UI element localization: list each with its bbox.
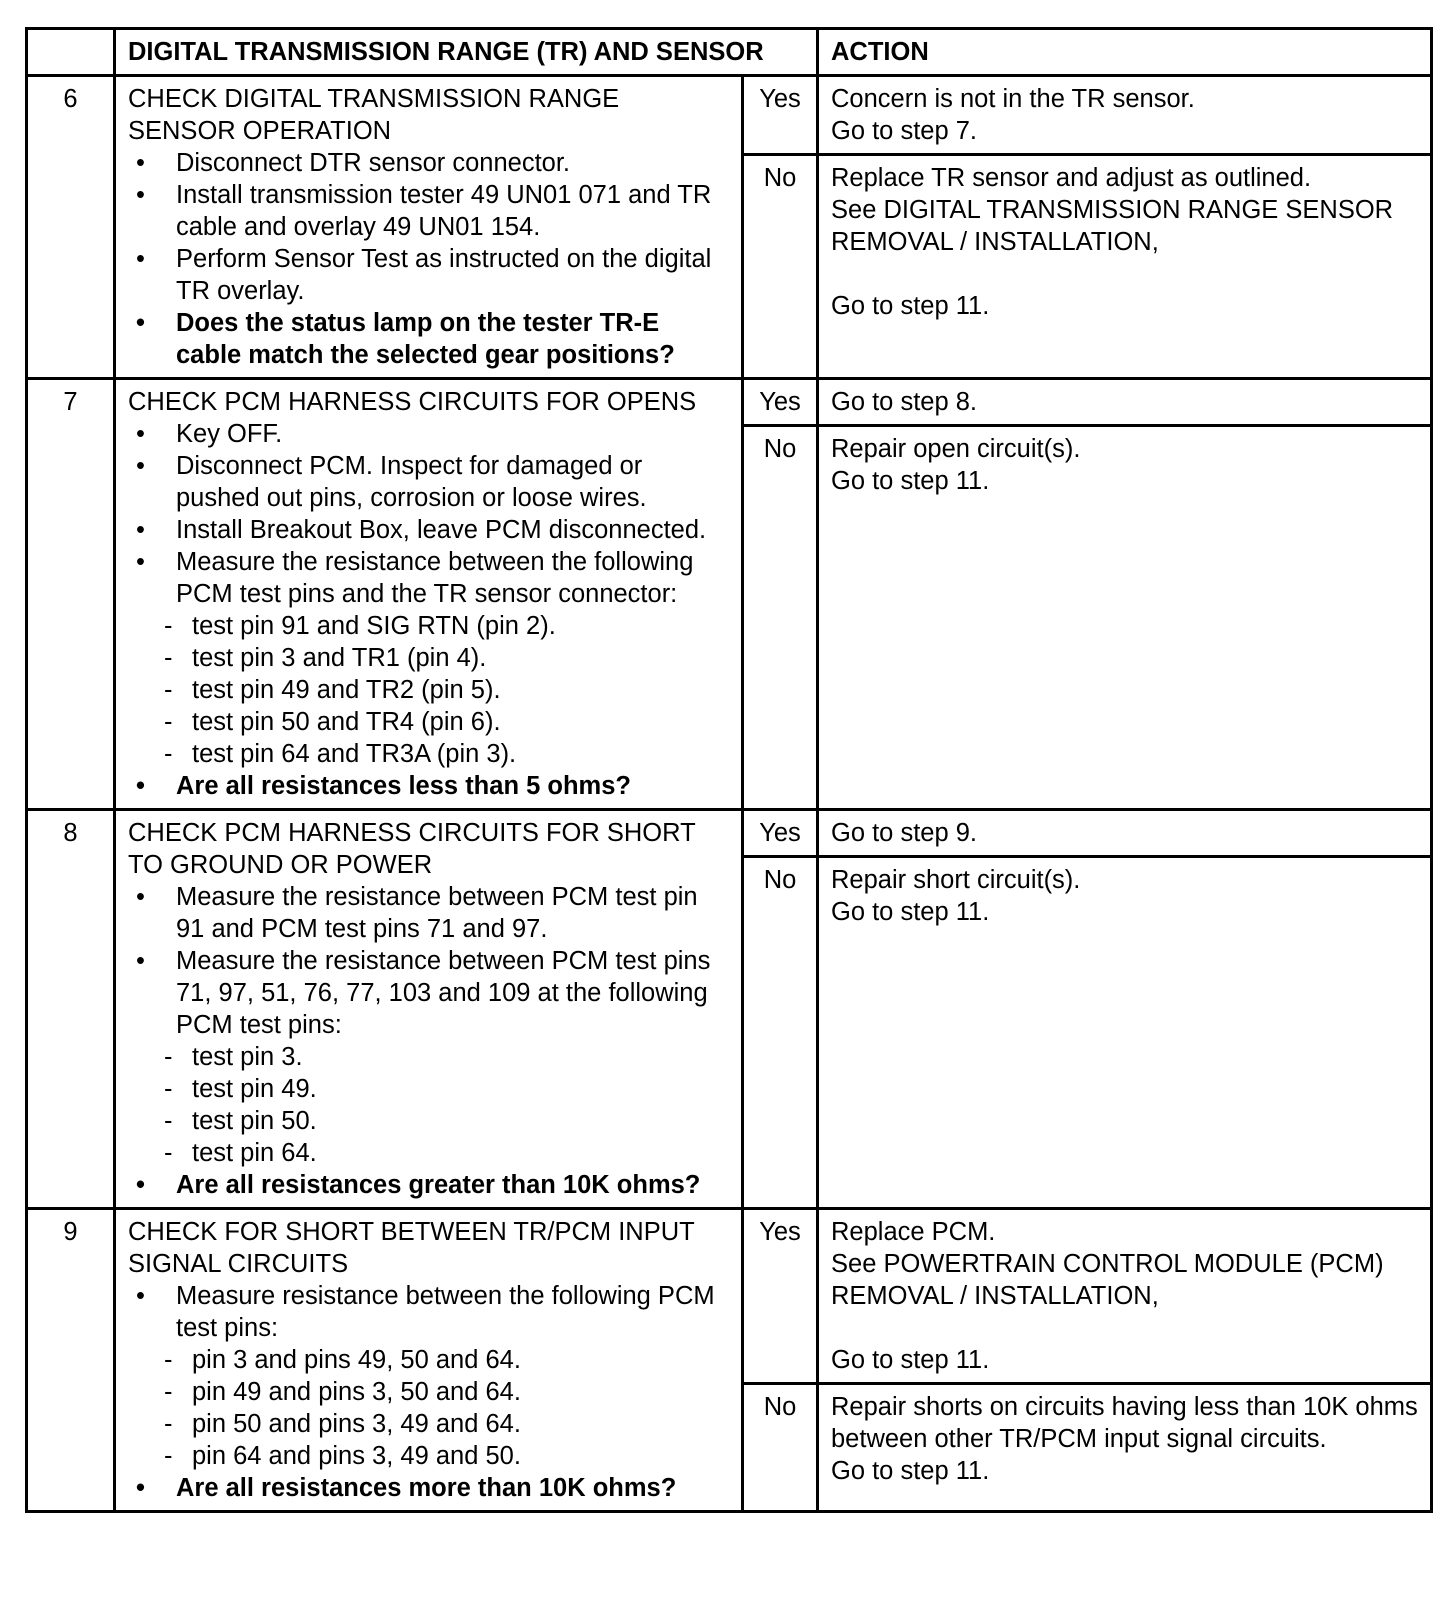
bullet-item: • Measure the resistance between PCM test pin 91 and PCM test pins 71 and 97. (128, 881, 731, 945)
sub-item: - test pin 49 and TR2 (pin 5). (160, 674, 731, 706)
step-title: CHECK FOR SHORT BETWEEN TR/PCM INPUT SIGNAL CIRCUITS (128, 1218, 695, 1278)
step-question: • Does the status lamp on the tester TR-E cable match the selected gear positions? (128, 307, 731, 371)
action-line: Repair shorts on circuits having less than 10K ohms between other TR/PCM input signal circuits. (831, 1393, 1418, 1453)
step-description (115, 379, 743, 810)
step-bullets (128, 147, 731, 371)
sub-item: - pin 50 and pins 3, 49 and 64. (160, 1408, 731, 1440)
bullet-item: • Disconnect PCM. Inspect for damaged or pushed out pins, corrosion or loose wires. (128, 450, 731, 514)
sub-item: - test pin 3. (160, 1041, 731, 1073)
step-question: • Are all resistances more than 10K ohms? (128, 1472, 731, 1504)
no-label: No (743, 857, 818, 1209)
bullet-item: • Key OFF. (128, 418, 731, 450)
sub-item: - pin 49 and pins 3, 50 and 64. (160, 1376, 731, 1408)
bullet-item (128, 945, 731, 1169)
yes-action (818, 76, 1432, 155)
bullet-text: Measure the resistance between PCM test pins 71, 97, 51, 76, 77, 103 and 109 at the following PCM test pins: (176, 947, 711, 1039)
step-question: • Are all resistances greater than 10K ohms? (128, 1169, 731, 1201)
sub-item: - test pin 64. (160, 1137, 731, 1169)
bullet-item (128, 546, 731, 770)
yes-label: Yes (743, 810, 818, 857)
step-description (115, 810, 743, 1209)
action-line: Replace TR sensor and adjust as outlined. (831, 164, 1312, 192)
bullet-text: Measure the resistance between the following PCM test pins and the TR sensor connector: (176, 548, 694, 608)
step-description (115, 1209, 743, 1512)
action-line: Go to step 9. (831, 819, 978, 847)
yes-label: Yes (743, 379, 818, 426)
yes-label: Yes (743, 1209, 818, 1384)
yes-label: Yes (743, 76, 818, 155)
sub-item: - test pin 50. (160, 1105, 731, 1137)
step-description (115, 76, 743, 379)
bullet-text: Measure resistance between the following PCM test pins: (176, 1282, 715, 1342)
no-label: No (743, 426, 818, 810)
action-line: Go to step 11. (831, 292, 990, 320)
step-number: 8 (27, 810, 115, 1209)
header-title: DIGITAL TRANSMISSION RANGE (TR) AND SENSOR (115, 29, 818, 76)
sub-list (160, 610, 731, 770)
yes-action (818, 1209, 1432, 1384)
no-label: No (743, 1384, 818, 1512)
no-action (818, 857, 1432, 1209)
action-line: Go to step 8. (831, 388, 978, 416)
action-line: Concern is not in the TR sensor. (831, 85, 1195, 113)
header-step (27, 29, 115, 76)
no-label: No (743, 155, 818, 379)
diagnostic-table-container (25, 27, 1430, 1513)
sub-item: - test pin 64 and TR3A (pin 3). (160, 738, 731, 770)
step-7-yes-row (27, 379, 1432, 426)
bullet-item: • Install Breakout Box, leave PCM disconnected. (128, 514, 731, 546)
bullet-item (128, 1280, 731, 1472)
action-line: Repair open circuit(s). (831, 435, 1081, 463)
step-title: CHECK PCM HARNESS CIRCUITS FOR SHORT TO GROUND OR POWER (128, 819, 696, 879)
sub-list (160, 1344, 731, 1472)
bullet-item: • Disconnect DTR sensor connector. (128, 147, 731, 179)
sub-item: - pin 3 and pins 49, 50 and 64. (160, 1344, 731, 1376)
step-bullets (128, 1280, 731, 1504)
step-number: 7 (27, 379, 115, 810)
step-question: • Are all resistances less than 5 ohms? (128, 770, 731, 802)
sub-item: - test pin 3 and TR1 (pin 4). (160, 642, 731, 674)
action-line: Go to step 11. (831, 467, 990, 495)
table-header-row (27, 29, 1432, 76)
diagnostic-table (25, 27, 1433, 1513)
sub-list (160, 1041, 731, 1169)
header-action: ACTION (818, 29, 1432, 76)
action-line (831, 258, 1418, 290)
action-line: Go to step 11. (831, 898, 990, 926)
step-number: 6 (27, 76, 115, 379)
action-line: See DIGITAL TRANSMISSION RANGE SENSOR REMOVAL / INSTALLATION, (831, 196, 1394, 256)
step-title: CHECK DIGITAL TRANSMISSION RANGE SENSOR OPERATION (128, 85, 620, 145)
step-6-yes-row (27, 76, 1432, 155)
step-9-yes-row (27, 1209, 1432, 1384)
no-action (818, 1384, 1432, 1512)
action-line: Go to step 11. (831, 1457, 990, 1485)
sub-item: - pin 64 and pins 3, 49 and 50. (160, 1440, 731, 1472)
sub-item: - test pin 91 and SIG RTN (pin 2). (160, 610, 731, 642)
no-action (818, 426, 1432, 810)
step-number: 9 (27, 1209, 115, 1512)
action-line (831, 1312, 1418, 1344)
sub-item: - test pin 50 and TR4 (pin 6). (160, 706, 731, 738)
step-8-yes-row (27, 810, 1432, 857)
step-bullets (128, 881, 731, 1201)
action-line: Repair short circuit(s). (831, 866, 1081, 894)
action-line: Replace PCM. (831, 1218, 996, 1246)
action-line: See POWERTRAIN CONTROL MODULE (PCM) REMOVAL / INSTALLATION, (831, 1250, 1384, 1310)
sub-item: - test pin 49. (160, 1073, 731, 1105)
yes-action (818, 810, 1432, 857)
step-title: CHECK PCM HARNESS CIRCUITS FOR OPENS (128, 388, 697, 416)
yes-action (818, 379, 1432, 426)
bullet-item: • Perform Sensor Test as instructed on the digital TR overlay. (128, 243, 731, 307)
action-line: Go to step 7. (831, 117, 978, 145)
step-bullets (128, 418, 731, 802)
no-action (818, 155, 1432, 379)
action-line: Go to step 11. (831, 1346, 990, 1374)
bullet-item: • Install transmission tester 49 UN01 071 and TR cable and overlay 49 UN01 154. (128, 179, 731, 243)
